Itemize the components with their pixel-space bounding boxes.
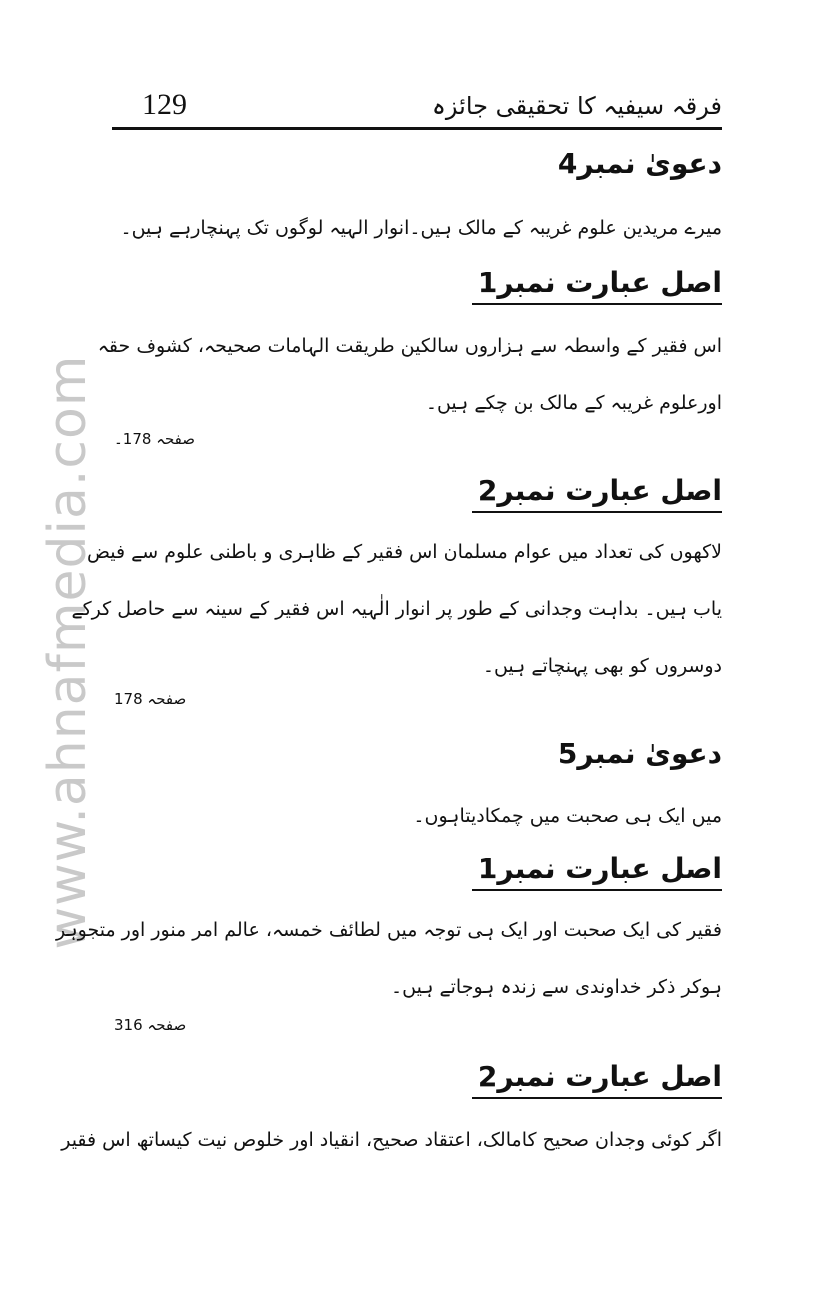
paragraph-line: میرے مریدین علوم غریبہ کے مالک ہیں۔انوار الہیہ لوگوں تک پہنچارہے ہیں۔	[120, 217, 722, 239]
claim-5-quote-2-title: اصل عبارت نمبر2	[472, 1060, 722, 1099]
claim-5-quote-2-heading	[472, 1060, 722, 1093]
claim-4-quote-2-title: اصل عبارت نمبر2	[472, 474, 722, 513]
header-rule	[112, 127, 722, 130]
claim-4-statement	[112, 200, 722, 257]
claim-5-heading	[558, 737, 722, 770]
claim-4-quote-2-heading	[472, 474, 722, 507]
claim-4-quote-1-text	[97, 318, 722, 432]
claim-4-quote-1-title: اصل عبارت نمبر1	[472, 266, 722, 305]
paragraph-line: یاب ہیں۔ بداہت وجدانی کے طور پر انوار الٰہیہ اس فقیر کے سینہ سے حاصل کرکے	[71, 598, 722, 620]
claim-5-quote-1-title: اصل عبارت نمبر1	[472, 852, 722, 891]
claim-4-title: دعویٰ نمبر4	[557, 147, 722, 180]
paragraph-line: لاکھوں کی تعداد میں عوام مسلمان اس فقیر کے ظاہری و باطنی علوم سے فیض	[87, 541, 722, 563]
claim-5-quote-1-reference: صفحہ 316	[114, 1016, 187, 1034]
paragraph-line: اورعلوم غریبہ کے مالک بن چکے ہیں۔	[425, 392, 722, 414]
claim-5-quote-1-heading	[472, 852, 722, 885]
claim-5-statement	[112, 788, 722, 845]
claim-5-quote-1-text	[56, 902, 722, 1016]
claim-4-quote-2-text	[71, 524, 722, 695]
paragraph-line: میں ایک ہی صحبت میں چمکادیتاہوں۔	[413, 805, 722, 827]
claim-4-quote-2-reference: صفحہ 178	[114, 690, 187, 708]
paragraph-line: ہوکر ذکر خداوندی سے زندہ ہوجاتے ہیں۔	[391, 976, 722, 998]
page-header	[112, 82, 722, 132]
claim-4-heading	[558, 147, 722, 180]
paragraph-line: اس فقیر کے واسطہ سے ہزاروں سالکین طریقت الہامات صحیحہ، کشوف حقہ	[97, 335, 722, 357]
book-title: فرقہ سیفیہ کا تحقیقی جائزہ	[431, 92, 722, 120]
paragraph-line: اگر کوئی وجدان صحیح کامالک، اعتقاد صحیح، انقیاد اور خلوص نیت کیساتھ اس فقیر	[61, 1129, 722, 1151]
claim-5-quote-2-text	[61, 1112, 722, 1169]
paragraph-line: فقیر کی ایک صحبت اور ایک ہی توجہ میں لطائف خمسہ، عالم امر منور اور متجوہر	[56, 919, 722, 941]
claim-5-title: دعویٰ نمبر5	[557, 737, 722, 770]
claim-4-quote-1-reference: صفحہ 178۔	[114, 430, 196, 448]
watermark-text: www.ahnafmedia.com	[38, 354, 98, 950]
paragraph-line: دوسروں کو بھی پہنچاتے ہیں۔	[482, 655, 722, 677]
claim-4-quote-1-heading	[472, 266, 722, 299]
page-number: 129	[142, 88, 187, 121]
